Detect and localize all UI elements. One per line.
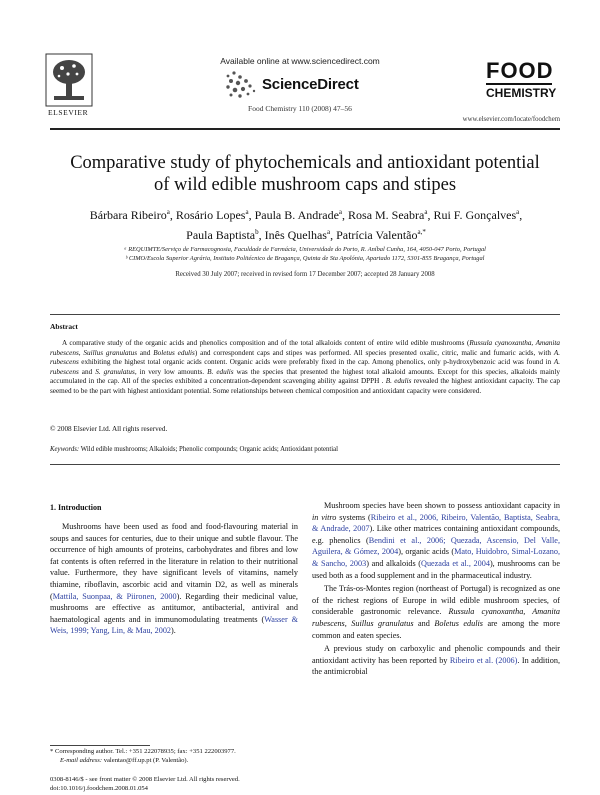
author-affiliation-mark: a	[516, 208, 520, 216]
corresponding-author: * Corresponding author. Tel.: +351 222078935; fax: +351 222003977.	[50, 748, 236, 755]
journal-url[interactable]: www.elsevier.com/locate/foodchem	[462, 116, 560, 123]
article-title: Comparative study of phytochemicals and antioxidant potential of wild edible mushroom caps and stipes	[70, 153, 540, 195]
issn-doi	[50, 776, 240, 793]
citation-link[interactable]: Mattila, Suonpaa, & Piironen, 2000	[52, 591, 177, 601]
sciencedirect-wordmark: ScienceDirect	[262, 76, 359, 93]
citation-link[interactable]: Mato, Huidobro, Simal-Lozano, & Sancho, 2003	[312, 547, 560, 568]
author-name: Paula B. Andrade	[254, 208, 339, 222]
paragraph: Mushroom species have been shown to possess antioxidant capacity in in vitro systems (Ribeiro et al., 2006, Ribeiro, Valentão, Baptista, Seabra, & Andrade, 2007). Like other matrices containing antioxidant compounds, e.g. phenolics (Bendini et al., 2006; Quezada, Ascensio, Del Valle, Aguilera, & Gómez, 2004), organic acids (Mato, Huidobro, Simal-Lozano, & Sancho, 2003) and alkaloids (Quezada et al., 2004), mushrooms can be used both as a food supplement and in the pharmaceutical industry.	[312, 501, 561, 580]
food-chemistry-logo	[486, 58, 557, 106]
doi-line[interactable]: doi:10.1016/j.foodchem.2008.01.054	[50, 784, 148, 792]
keywords: Keywords: Wild edible mushrooms; Alkaloids; Phenolic compounds; Organic acids; Antioxidant potential	[50, 446, 339, 453]
author-affiliation-mark: a	[326, 228, 331, 236]
citation-link[interactable]: Ribeiro et al., 2006, Ribeiro, Valentão, Baptista, Seabra, & Andrade, 2007	[312, 512, 561, 534]
author-name: Paula Baptista	[186, 228, 256, 242]
author-affiliation-mark: a	[338, 208, 343, 216]
body-column-left	[50, 521, 298, 637]
author-list: Bárbara Ribeiro$^a$, Rosário Lopes$^a$, Paula B. Andrade$^a$, Rosa M. Seabra$^a$, Rui F. Gonçalves$^a$, Paula Baptista$^b$, Inês Quelhas$^a$, Patrícia Valentão$^{a,*}$	[89, 208, 523, 242]
author-affiliation-mark: a	[424, 208, 428, 216]
journal-reference: Food Chemistry 110 (2008) 47–56	[248, 104, 352, 113]
author-name: Rosário Lopes	[175, 208, 246, 222]
publisher-name: ELSEVIER	[48, 108, 89, 117]
author-affiliation-mark: a	[166, 208, 170, 216]
citation-link[interactable]: Ribeiro et al. (2006)	[449, 655, 518, 665]
abstract-top-divider	[50, 314, 560, 315]
affiliations	[60, 245, 550, 263]
citation-link[interactable]: Bendini et al., 2006; Quezada, Ascensio, Del Valle, Aguilera, & Gómez, 2004	[312, 535, 560, 557]
issn-line: 0308-8146/$ - see front matter © 2008 Elsevier Ltd. All rights reserved.	[50, 776, 240, 783]
received-dates: Received 30 July 2007; received in revised form 17 December 2007; accepted 28 January 2008	[175, 271, 435, 278]
author-name: Rui F. Gonçalves	[433, 208, 517, 222]
footnote	[50, 748, 236, 766]
body-column-right	[312, 500, 560, 678]
affiliation-b: ᵇ CIMO/Escola Superior Agrária, Instituto Politécnico de Bragança, Quinta de Sta Apolónia, Apartado 1172, 5301-855 Bragança, Portugal	[125, 255, 485, 262]
footnote-divider	[50, 745, 150, 746]
author-name: Rosa M. Seabra	[348, 208, 425, 222]
section-heading-introduction: 1. Introduction	[50, 503, 102, 512]
email-address[interactable]: valentao@ff.up.pt (P. Valentão).	[102, 756, 189, 764]
available-online-text: Available online at www.sciencedirect.com	[220, 56, 380, 66]
header-divider	[50, 128, 560, 130]
abstract-body: A comparative study of the organic acids and phenolics composition and of the total alkaloids content of entire wild edible mushrooms (Russula cyanoxantha, Amanita rubescens, Suillus granulatus and Boletus edulis) and correspondent caps and stipes was performed. All species presented oxalic, citric, malic and fumaric acids, with A. rubescens exhibiting the highest total organic acids content. Organic acids were preferably fixed in the cap. Among phenolics, only p-hydroxybenzoic acid was found in A. rubescens and S. granulatus, in very low amounts. B. edulis was the species that presented the highest total alkaloid amounts. Except for this species, alkaloids mainly accumulated in the cap. All of the species exhibited a concentration-dependent scavenging ability against DPPH . B. edulis revealed the highest antioxidant capacity. The cap seemed to be the part with highest antioxidant potential. Some relationships between chemical composition and antioxidant capacity were considered.	[50, 339, 561, 395]
abstract-bottom-divider	[50, 464, 560, 465]
citation-link[interactable]: Wasser & Weis, 1999; Yang, Lin, & Mau, 2002	[50, 614, 298, 636]
author-name: Bárbara Ribeiro	[89, 208, 167, 222]
paragraph: A previous study on carboxylic and phenolic compounds and their antioxidant activity has been reported by Ribeiro et al. (2006). In addition, the antimicrobial	[312, 644, 560, 677]
email-label: E-mail address:	[60, 756, 103, 764]
author-affiliation-mark: b	[255, 228, 259, 236]
abstract-heading: Abstract	[50, 322, 78, 331]
food-chemistry-logo-chemistry: CHEMISTRY	[486, 86, 557, 100]
food-chemistry-logo-food: FOOD	[486, 58, 554, 83]
author-name: Patrícia Valentão	[336, 228, 418, 242]
author-affiliation-mark: a,*	[417, 228, 426, 236]
affiliation-a: ᵃ REQUIMTE/Serviço de Farmacognosia, Faculdade de Farmácia, Universidade do Porto, R. Aníbal Cunha, 164, 4050-047 Porto, Portugal	[124, 246, 486, 253]
paragraph: Mushrooms have been used as food and food-flavouring material in soups and sauces for centuries, due to their unique and subtle flavour. The occurrence of high amounts of proteins, carbohydrates and fibres and low fat contents is often referred in the literature in relation to their nutritional value. Furthermore, they have significant levels of vitamins, namely thiamine, riboflavin, ascorbic acid and vitamin D2, as well as minerals (Mattila, Suonpaa, & Piironen, 2000). Regarding their medicinal value, mushrooms are effective as antitumor, antibacterial, antiviral and haematological agents and in immunomodulating treatments (Wasser & Weis, 1999; Yang, Lin, & Mau, 2002).	[50, 522, 298, 636]
author-name: Inês Quelhas	[264, 228, 327, 242]
paragraph: The Trás-os-Montes region (northeast of Portugal) is recognized as one of the richest regions of Europe in wild edible mushroom species, of considerable gastronomic relevance. Russula cyanoxantha, Amanita rubescens, Suillus granulatus and Boletus edulis are among the more common and eaten species.	[312, 584, 560, 640]
author-affiliation-mark: a	[245, 208, 249, 216]
copyright-notice: © 2008 Elsevier Ltd. All rights reserved.	[50, 425, 168, 433]
citation-link[interactable]: Quezada et al., 2004	[421, 558, 490, 568]
